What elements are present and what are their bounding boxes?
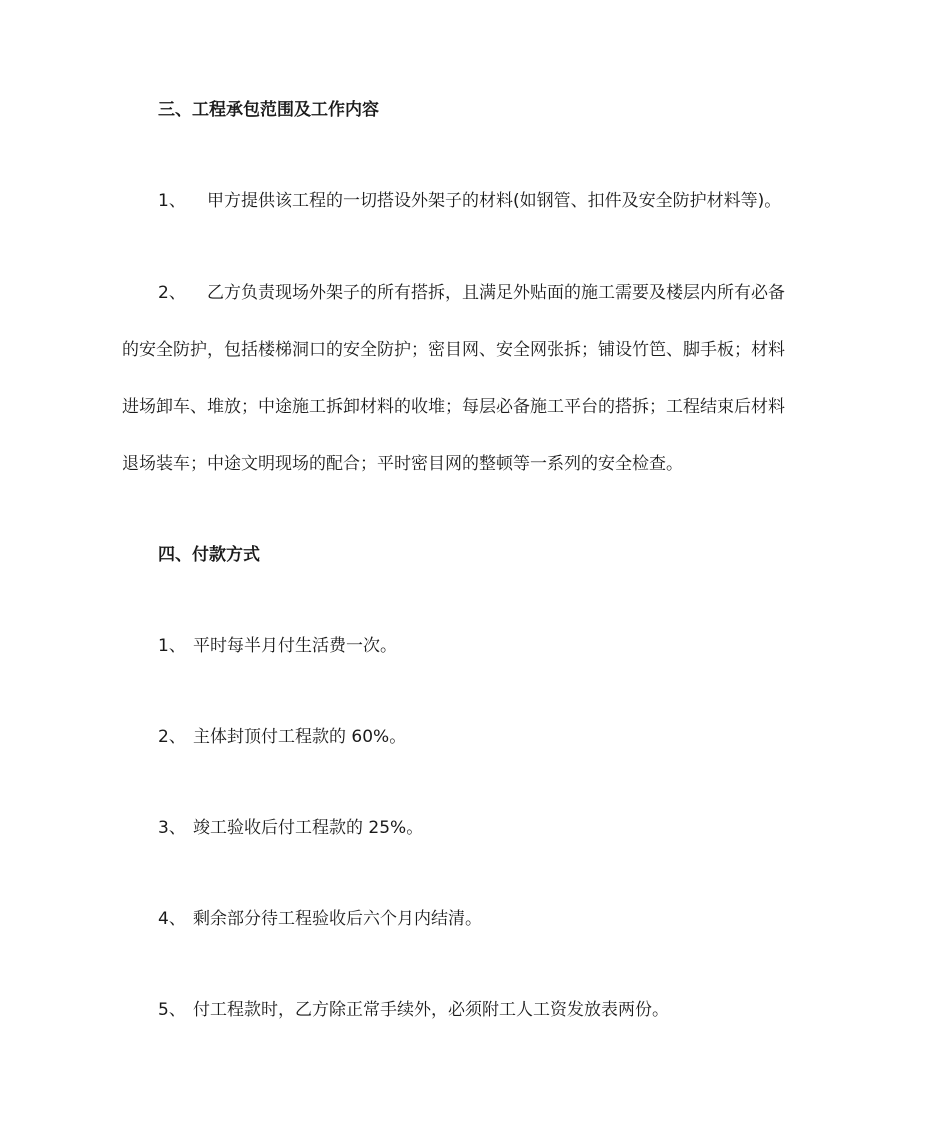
item-number: 2、 xyxy=(158,283,186,303)
list-item xyxy=(158,816,423,840)
list-item xyxy=(158,634,397,658)
item-number: 4、 xyxy=(158,909,186,929)
item-text: 平时每半月付生活费一次。 xyxy=(193,636,397,656)
paragraph-line: 的安全防护，包括楼梯洞口的安全防护；密目网、安全网张拆；铺设竹笆、脚手板；材料 xyxy=(122,340,785,360)
item-number: 5、 xyxy=(158,1000,186,1020)
paragraph-line: 退场装车；中途文明现场的配合；平时密目网的整顿等一系列的安全检查。 xyxy=(122,454,683,474)
item-text: 甲方提供该工程的一切搭设外架子的材料(如钢管、扣件及安全防护材料等)。 xyxy=(207,191,782,211)
section-heading-payment: 四、付款方式 xyxy=(158,545,260,565)
item-text: 竣工验收后付工程款的 25%。 xyxy=(193,818,424,838)
item-number: 2、 xyxy=(158,727,186,747)
item-number: 3、 xyxy=(158,818,186,838)
list-item xyxy=(158,998,669,1022)
item-text: 付工程款时，乙方除正常手续外，必须附工人工资发放表两份。 xyxy=(193,1000,669,1020)
item-text: 主体封顶付工程款的 60%。 xyxy=(193,727,407,747)
list-item xyxy=(158,189,781,213)
item-text: 剩余部分待工程验收后六个月内结清。 xyxy=(193,909,482,929)
paragraph-line: 进场卸车、堆放；中途施工拆卸材料的收堆；每层必备施工平台的搭拆；工程结束后材料 xyxy=(122,397,785,417)
section-heading-scope: 三、工程承包范围及工作内容 xyxy=(158,100,379,120)
item-text: 乙方负责现场外架子的所有搭拆，且满足外贴面的施工需要及楼层内所有必备 xyxy=(207,283,785,303)
item-number: 1、 xyxy=(158,191,186,211)
item-number: 1、 xyxy=(158,636,186,656)
list-item xyxy=(158,281,785,305)
list-item xyxy=(158,907,482,931)
list-item xyxy=(158,725,406,749)
